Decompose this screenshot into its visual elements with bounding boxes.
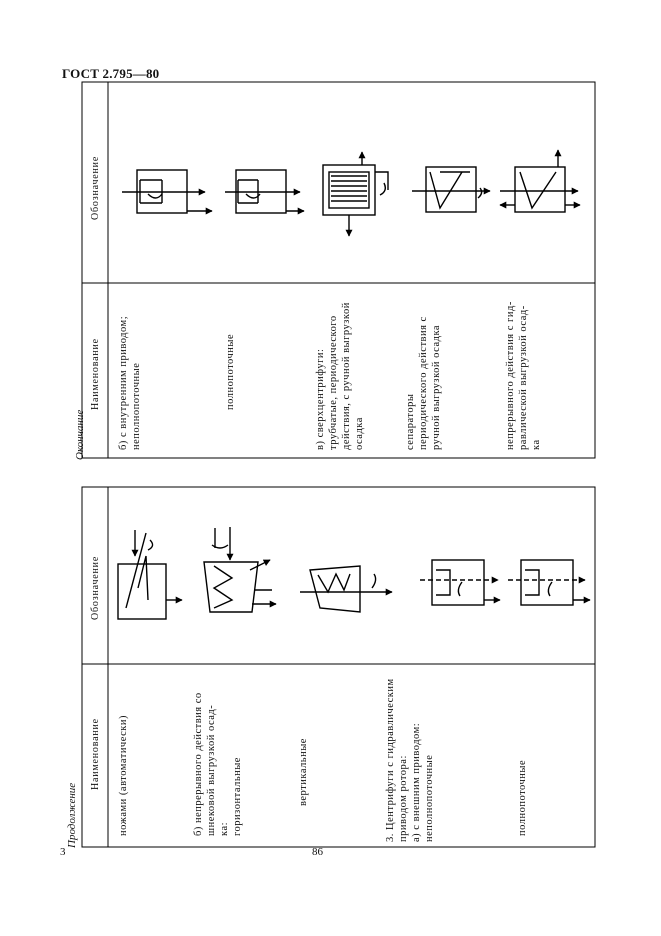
- upper-row-1-text: б) с внутренним приводом; неполнопоточные: [118, 315, 142, 450]
- upper-row-2-text: полнопоточные: [225, 333, 236, 410]
- symbol-screw-horizontal: [204, 527, 276, 612]
- symbol-hydraulic-external-full: [508, 560, 590, 605]
- lower-row-4-text: 3. Центрифуги с гидравлическим приводом ротора: а) с внешним приводом: неполнопоточные: [385, 678, 435, 842]
- upper-col-symbol-header: Обозначение: [90, 155, 101, 220]
- symbol-hydraulic-external-partial: [420, 560, 500, 605]
- symbol-tubular-supercentrifuge: [323, 152, 388, 236]
- lower-table-caption: Продолжение: [66, 782, 78, 848]
- lower-row-3-text: вертикальные: [298, 738, 309, 806]
- lower-row-1-text: ножами (автоматически): [118, 714, 129, 836]
- upper-row-4-text: сепараторы периодического действия с ручной выгрузкой осадка: [405, 316, 442, 450]
- symbol-separator-periodic: [412, 167, 490, 212]
- symbol-knife-discharge: [118, 530, 182, 619]
- lower-col-symbol-header: Обозначение: [90, 555, 101, 620]
- lower-col-name-header: Наименование: [90, 718, 101, 790]
- lower-row-2-text: б) непрерывного действия со шнековой выгрузкой осад- ка: горизонтальные: [193, 692, 243, 836]
- upper-col-name-header: Наименование: [90, 338, 101, 410]
- symbol-internal-drive-full: [225, 170, 304, 213]
- symbol-screw-vertical: [300, 566, 392, 612]
- upper-row-3-text: в) сверхцентрифуги: трубчатые, периодического действия, с ручной выгрузкой осадка: [315, 302, 365, 450]
- upper-row-5-text: непрерывного действия с гид- равлической выгрузкой осад- ка: [505, 301, 542, 450]
- lower-row-5-text: полнопоточные: [517, 759, 528, 836]
- document-header: ГОСТ 2.795—80: [62, 66, 160, 81]
- symbol-separator-continuous: [500, 150, 580, 212]
- upper-table-caption: Окончание: [74, 409, 86, 460]
- page-number: 86: [312, 846, 323, 858]
- footer-left-number: 3: [60, 846, 66, 858]
- symbol-internal-drive-partial: [122, 170, 212, 213]
